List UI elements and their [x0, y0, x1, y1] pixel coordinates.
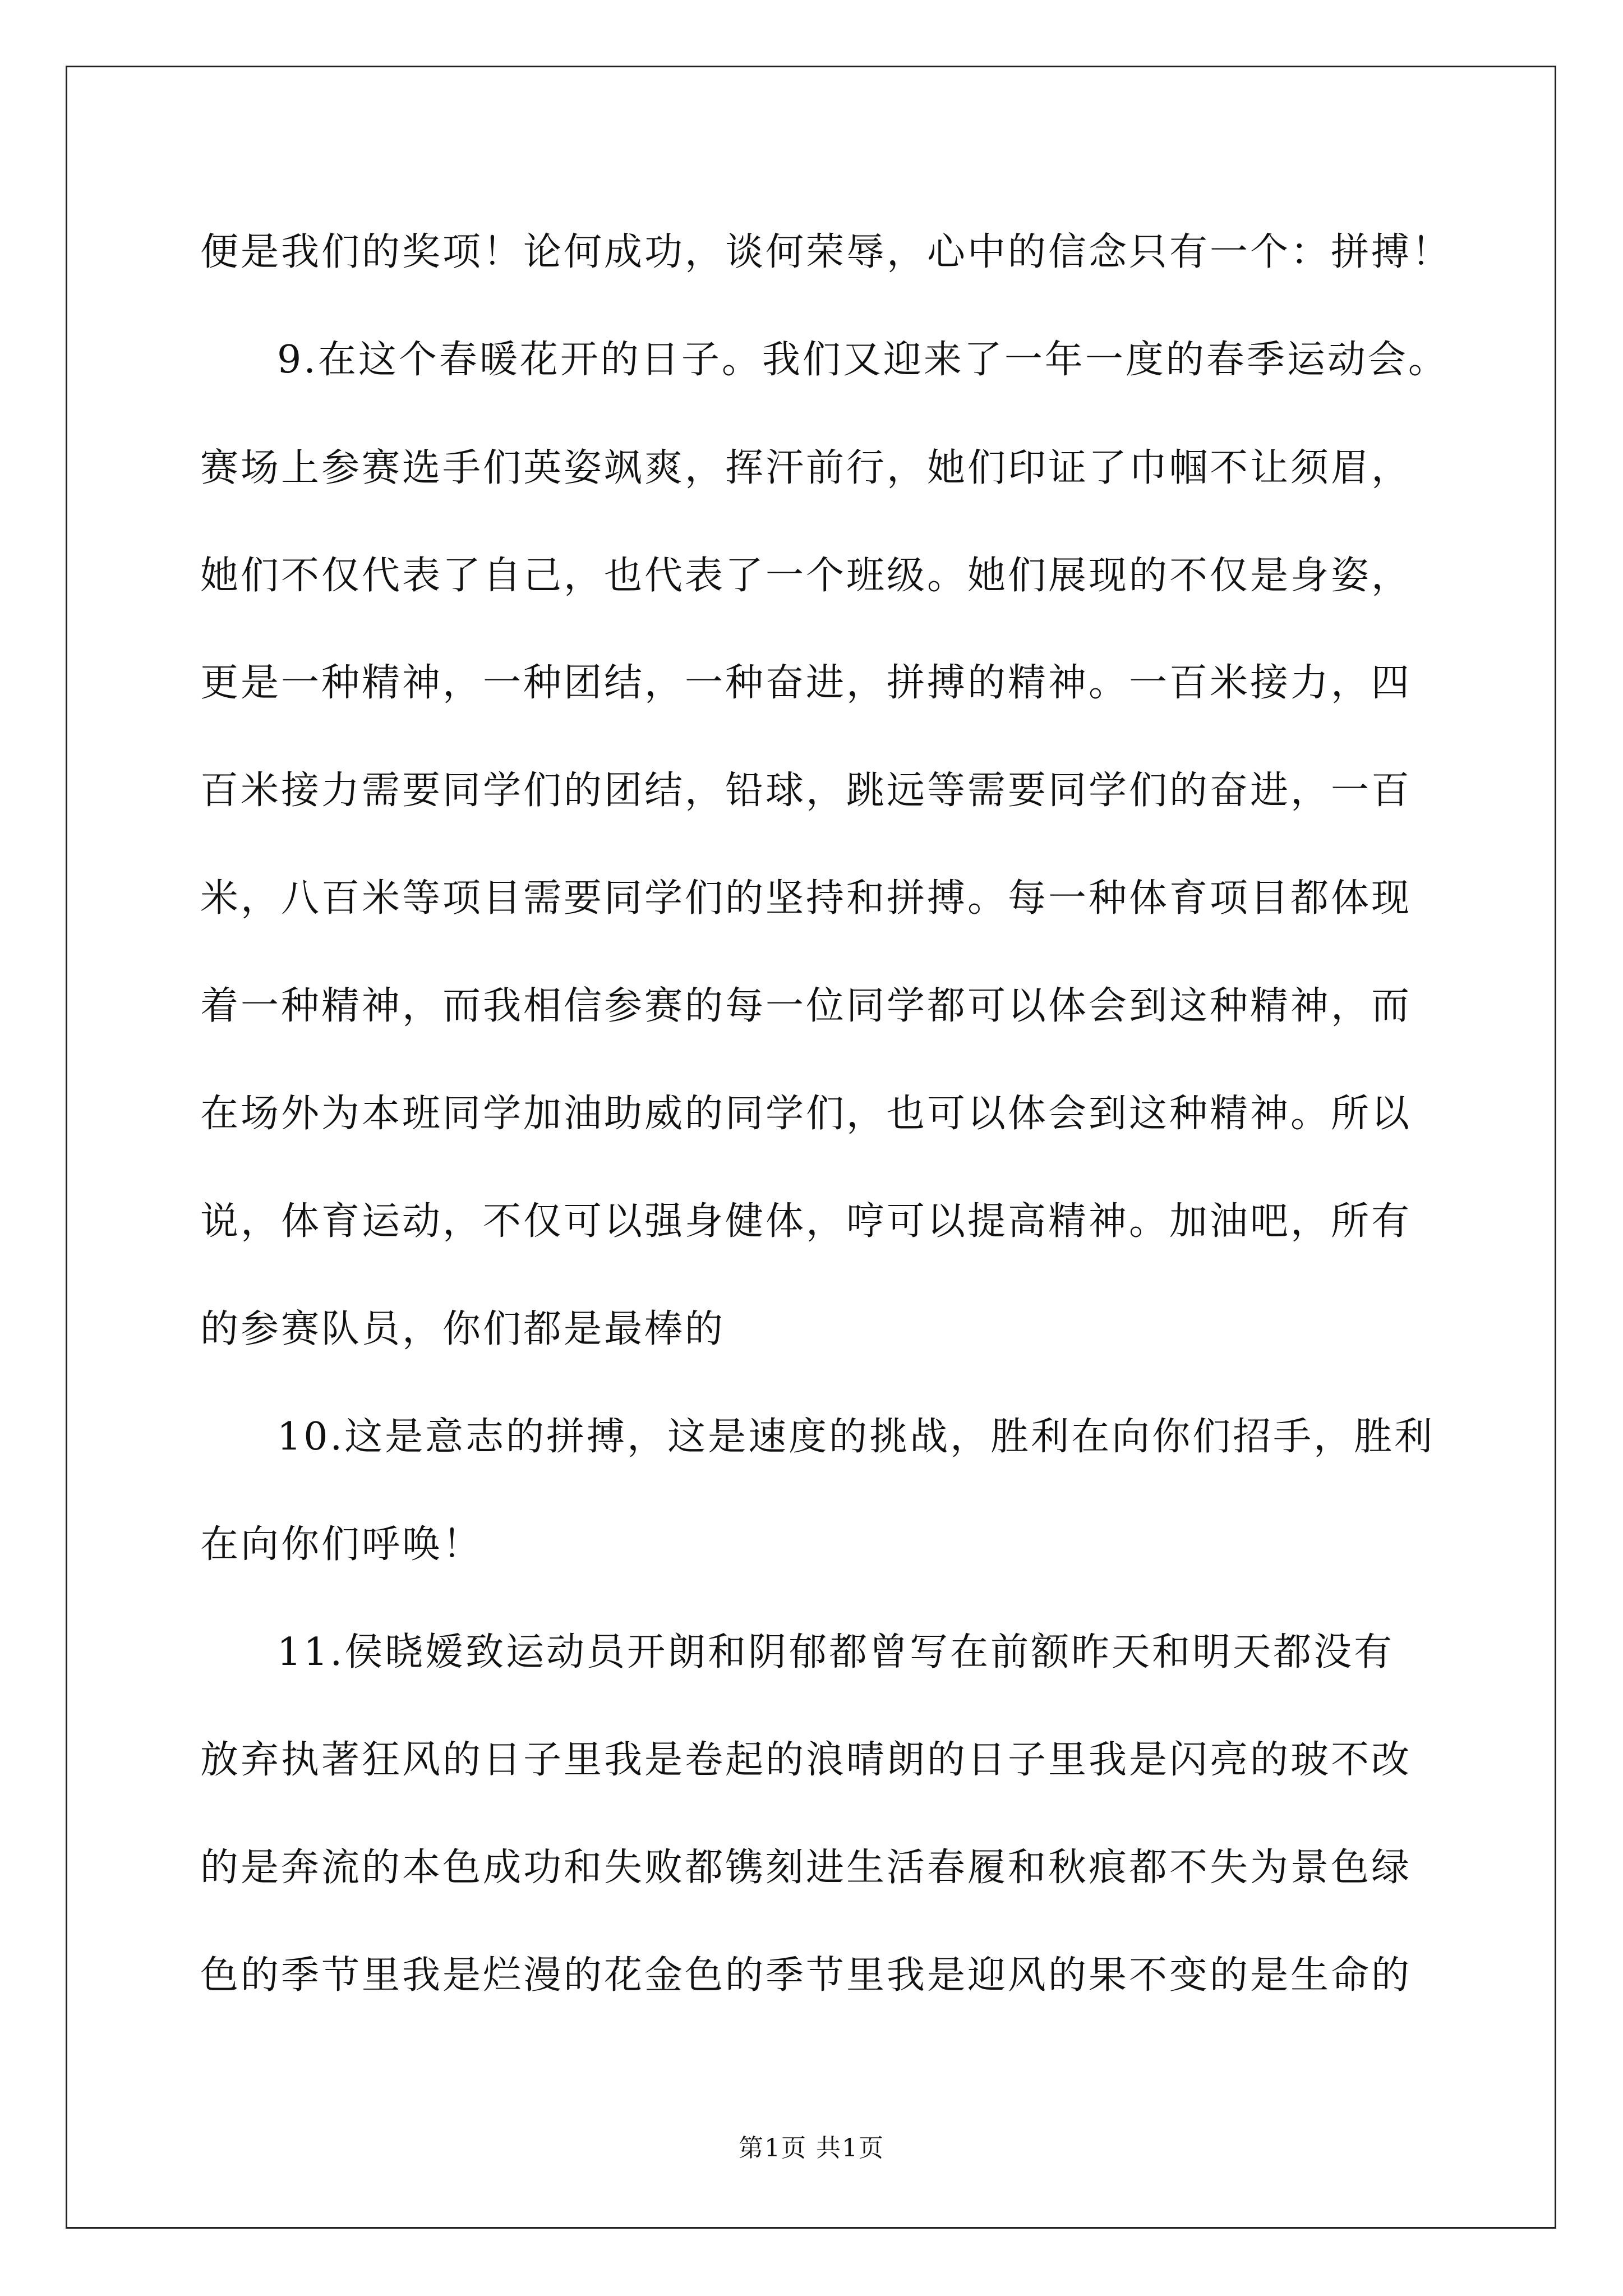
- text-line: 的是奔流的本色成功和失败都镌刻进生活春履和秋痕都不失为景色绿: [200, 1846, 1412, 1890]
- text-line: 她们不仅代表了自己，也代表了一个班级。她们展现的不仅是身姿，: [200, 554, 1412, 598]
- text-line: 米，八百米等项目需要同学们的坚持和拼搏。每一种体育项目都体现: [200, 876, 1412, 921]
- text-line: 放弃执著狂风的日子里我是卷起的浪晴朗的日子里我是闪亮的玻不改: [200, 1738, 1412, 1782]
- text-line: 10.这是意志的拼搏，这是速度的挑战，胜利在向你们招手，胜利: [277, 1415, 1435, 1459]
- text-line: 着一种精神，而我相信参赛的每一位同学都可以体会到这种精神，而: [200, 984, 1412, 1028]
- text-line: 9.在这个春暖花开的日子。我们又迎来了一年一度的春季运动会。: [277, 338, 1449, 382]
- text-line: 便是我们的奖项！论何成功，谈何荣辱，心中的信念只有一个：拼搏！: [200, 230, 1453, 274]
- text-line: 11.侯晓嫒致运动员开朗和阴郁都曾写在前额昨天和明天都没有: [277, 1630, 1395, 1674]
- page-border: [66, 66, 1556, 2229]
- text-line: 在向你们呼唤！: [200, 1522, 483, 1567]
- text-line: 色的季节里我是烂漫的花金色的季节里我是迎风的果不变的是生命的: [200, 1953, 1412, 1998]
- text-line: 赛场上参赛选手们英姿飒爽，挥汗前行，她们印证了巾帼不让须眉，: [200, 446, 1412, 490]
- page-number: 第1页 共1页: [739, 2134, 884, 2162]
- text-line: 说，体育运动，不仅可以强身健体，哼可以提高精神。加油吧，所有: [200, 1199, 1412, 1244]
- text-line: 的参赛队员，你们都是最棒的: [200, 1307, 726, 1351]
- text-line: 更是一种精神，一种团结，一种奋进，拼搏的精神。一百米接力，四: [200, 661, 1412, 705]
- text-line: 百米接力需要同学们的团结，铅球，跳远等需要同学们的奋进，一百: [200, 769, 1412, 813]
- text-line: 在场外为本班同学加油助威的同学们，也可以体会到这种精神。所以: [200, 1092, 1412, 1136]
